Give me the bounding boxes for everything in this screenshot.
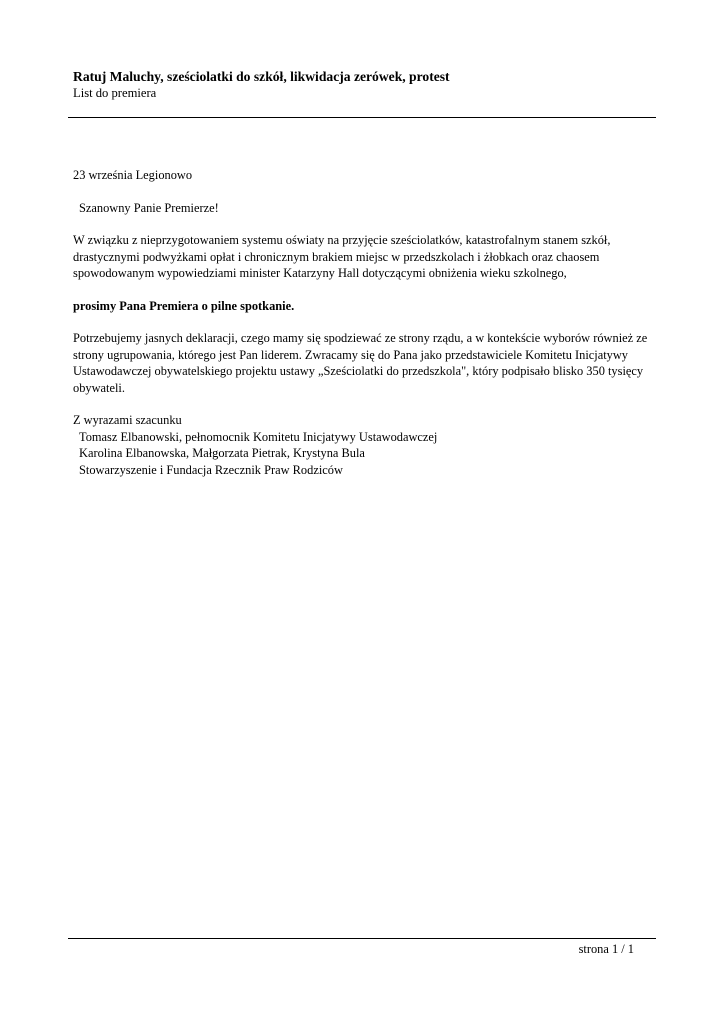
document-header [73,68,653,102]
page-number: strona 1 / 1 [578,942,634,956]
footer-divider [68,938,656,939]
document-subtitle: List do premiera [73,86,157,100]
signatory-line: Karolina Elbanowska, Małgorzata Pietrak, Krystyna Bula [79,446,365,460]
letter-body [73,167,653,478]
signatory-line: Stowarzyszenie i Fundacja Rzecznik Praw Rodziców [79,462,343,477]
paragraph-declarations: Potrzebujemy jasnych deklaracji, czego mamy się spodziewać ze strony rządu, a w kontekście wyborów również ze strony ugrupowania, którego jest Pan liderem. Zwracamy się do Pana jako przedstawiciele Komitetu Inicjatywy Ustawodawczej obywatelskiego projektu ustawy „Sześciolatki do przedszkola", który podpisało blisko 350 tysięcy obywateli. [73,331,648,395]
date-place: 23 września Legionowo [73,168,193,182]
header-divider [68,117,656,118]
greeting: Szanowny Panie Premierze! [79,200,219,215]
signatory-line: Tomasz Elbanowski, pełnomocnik Komitetu Inicjatywy Ustawodawczej [79,429,438,444]
closing-line: Z wyrazami szacunku [73,413,182,427]
meeting-request: prosimy Pana Premiera o pilne spotkanie. [73,298,295,313]
paragraph-intro: W związku z nieprzygotowaniem systemu oświaty na przyjęcie sześciolatków, katastrofalnym stanem szkół, drastycznymi podwyżkami opłat i chronicznym brakiem miejsc w przedszkolach i żłobkach oraz chaosem spowodowanym wypowiedziami minister Katarzyny Hall dotyczącymi obniżenia wieku szkolnego, [73,233,611,280]
document-title: Ratuj Maluchy, sześciolatki do szkół, likwidacja zerówek, protest [73,69,450,84]
